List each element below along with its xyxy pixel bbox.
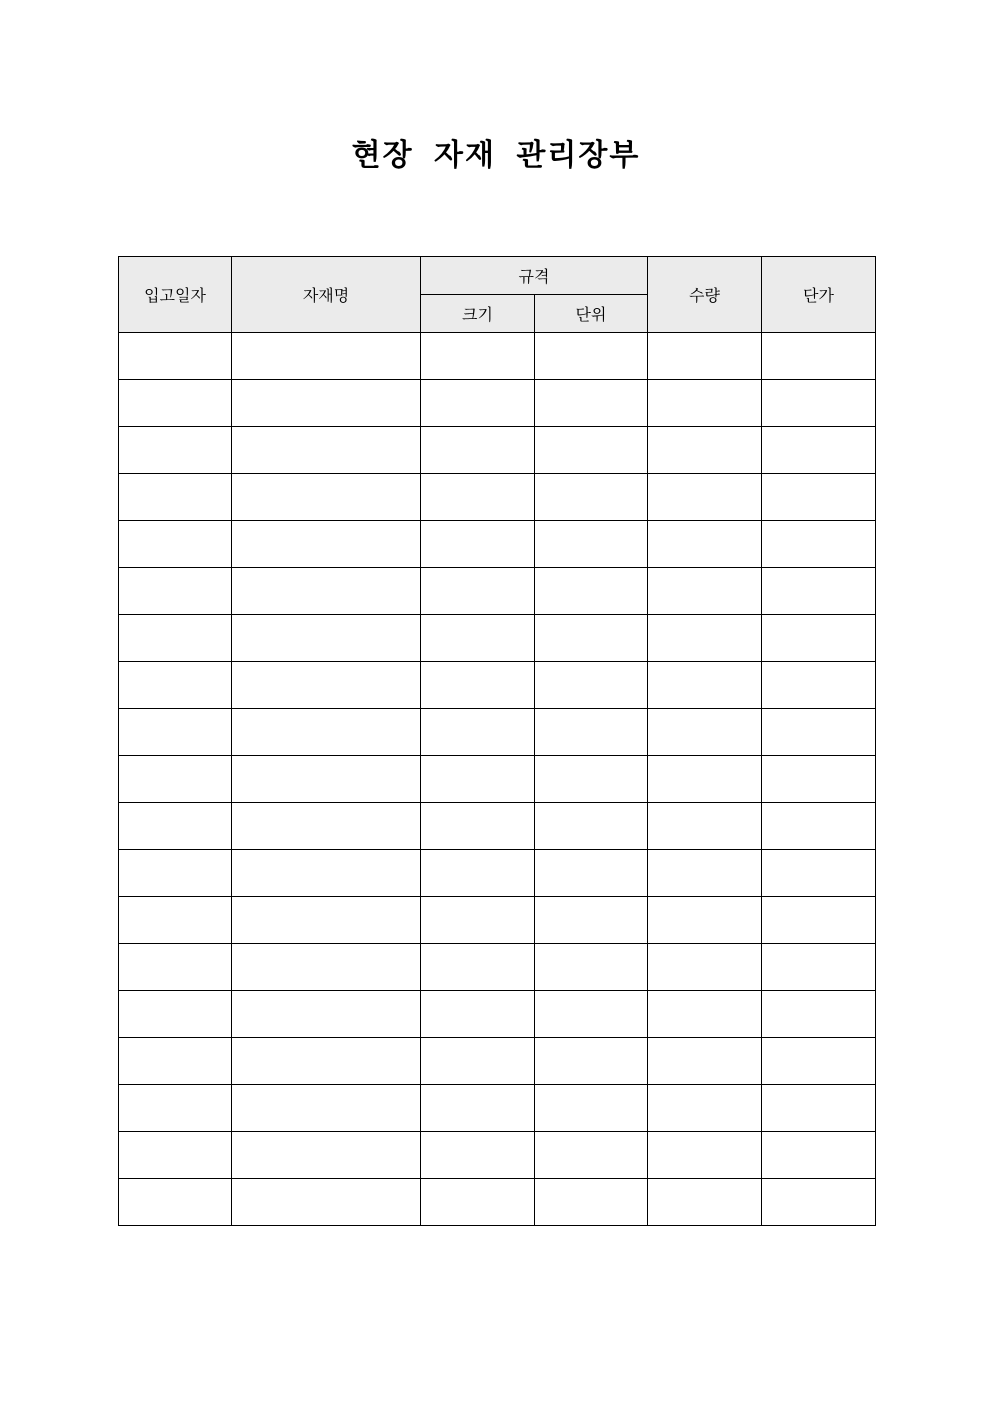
table-row bbox=[119, 756, 876, 803]
date-cell[interactable] bbox=[119, 897, 232, 944]
table-row bbox=[119, 850, 876, 897]
spec-unit-cell[interactable] bbox=[535, 662, 648, 709]
table-row bbox=[119, 897, 876, 944]
material-name-cell[interactable] bbox=[232, 756, 421, 803]
spec-unit-cell[interactable] bbox=[535, 709, 648, 756]
table-row bbox=[119, 427, 876, 474]
material-name-cell[interactable] bbox=[232, 474, 421, 521]
quantity-cell[interactable] bbox=[648, 380, 762, 427]
material-name-cell[interactable] bbox=[232, 662, 421, 709]
spec-unit-cell[interactable] bbox=[535, 803, 648, 850]
material-name-cell[interactable] bbox=[232, 709, 421, 756]
quantity-cell[interactable] bbox=[648, 615, 762, 662]
material-name-cell[interactable] bbox=[232, 1038, 421, 1085]
spec-unit-cell[interactable] bbox=[535, 474, 648, 521]
date-cell[interactable] bbox=[119, 1132, 232, 1179]
spec-unit-cell[interactable] bbox=[535, 568, 648, 615]
quantity-cell[interactable] bbox=[648, 662, 762, 709]
unit-price-cell[interactable] bbox=[762, 333, 876, 380]
quantity-cell[interactable] bbox=[648, 756, 762, 803]
material-name-cell[interactable] bbox=[232, 1132, 421, 1179]
unit-price-cell[interactable] bbox=[762, 756, 876, 803]
spec-size-cell[interactable] bbox=[421, 1132, 535, 1179]
spec-unit-cell[interactable] bbox=[535, 615, 648, 662]
quantity-cell[interactable] bbox=[648, 944, 762, 991]
table-row bbox=[119, 1085, 876, 1132]
material-name-cell[interactable] bbox=[232, 991, 421, 1038]
spec-unit-cell[interactable] bbox=[535, 897, 648, 944]
unit-price-cell[interactable] bbox=[762, 944, 876, 991]
spec-size-cell[interactable] bbox=[421, 709, 535, 756]
unit-price-cell[interactable] bbox=[762, 380, 876, 427]
material-name-cell[interactable] bbox=[232, 568, 421, 615]
date-cell[interactable] bbox=[119, 474, 232, 521]
date-cell[interactable] bbox=[119, 521, 232, 568]
spec-size-cell[interactable] bbox=[421, 897, 535, 944]
date-cell[interactable] bbox=[119, 380, 232, 427]
material-name-cell[interactable] bbox=[232, 897, 421, 944]
table-row bbox=[119, 521, 876, 568]
unit-price-cell[interactable] bbox=[762, 850, 876, 897]
table-header bbox=[119, 257, 876, 333]
unit-price-cell[interactable] bbox=[762, 427, 876, 474]
spec-unit-cell[interactable] bbox=[535, 944, 648, 991]
material-name-cell[interactable] bbox=[232, 333, 421, 380]
spec-unit-cell[interactable] bbox=[535, 1179, 648, 1226]
unit-price-cell[interactable] bbox=[762, 803, 876, 850]
quantity-cell[interactable] bbox=[648, 850, 762, 897]
quantity-cell[interactable] bbox=[648, 1038, 762, 1085]
spec-unit-cell[interactable] bbox=[535, 427, 648, 474]
date-cell[interactable] bbox=[119, 709, 232, 756]
quantity-cell[interactable] bbox=[648, 803, 762, 850]
spec-unit-cell[interactable] bbox=[535, 521, 648, 568]
table-row bbox=[119, 568, 876, 615]
date-cell[interactable] bbox=[119, 991, 232, 1038]
unit-price-cell[interactable] bbox=[762, 897, 876, 944]
table-row bbox=[119, 380, 876, 427]
spec-unit-cell[interactable] bbox=[535, 756, 648, 803]
quantity-cell[interactable] bbox=[648, 333, 762, 380]
header-material-name: 자재명 bbox=[232, 257, 421, 333]
quantity-cell[interactable] bbox=[648, 1179, 762, 1226]
date-cell[interactable] bbox=[119, 662, 232, 709]
table-row bbox=[119, 615, 876, 662]
unit-price-cell[interactable] bbox=[762, 474, 876, 521]
spec-unit-cell[interactable] bbox=[535, 380, 648, 427]
table-row bbox=[119, 709, 876, 756]
spec-size-cell[interactable] bbox=[421, 944, 535, 991]
quantity-cell[interactable] bbox=[648, 1132, 762, 1179]
quantity-cell[interactable] bbox=[648, 709, 762, 756]
header-spec: 규격 bbox=[421, 257, 648, 295]
date-cell[interactable] bbox=[119, 1038, 232, 1085]
page-title: 현장 자재 관리장부 bbox=[351, 138, 641, 173]
spec-size-cell[interactable] bbox=[421, 427, 535, 474]
header-spec-size: 크기 bbox=[421, 295, 535, 333]
material-name-cell[interactable] bbox=[232, 615, 421, 662]
spec-size-cell[interactable] bbox=[421, 521, 535, 568]
date-cell[interactable] bbox=[119, 756, 232, 803]
table-row bbox=[119, 662, 876, 709]
spec-unit-cell[interactable] bbox=[535, 1132, 648, 1179]
date-cell[interactable] bbox=[119, 944, 232, 991]
quantity-cell[interactable] bbox=[648, 427, 762, 474]
unit-price-cell[interactable] bbox=[762, 709, 876, 756]
spec-size-cell[interactable] bbox=[421, 850, 535, 897]
spec-unit-cell[interactable] bbox=[535, 850, 648, 897]
unit-price-cell[interactable] bbox=[762, 568, 876, 615]
quantity-cell[interactable] bbox=[648, 521, 762, 568]
quantity-cell[interactable] bbox=[648, 1085, 762, 1132]
unit-price-cell[interactable] bbox=[762, 1179, 876, 1226]
spec-unit-cell[interactable] bbox=[535, 1038, 648, 1085]
unit-price-cell[interactable] bbox=[762, 521, 876, 568]
table-row bbox=[119, 1132, 876, 1179]
spec-size-cell[interactable] bbox=[421, 568, 535, 615]
spec-size-cell[interactable] bbox=[421, 615, 535, 662]
spec-size-cell[interactable] bbox=[421, 1179, 535, 1226]
unit-price-cell[interactable] bbox=[762, 991, 876, 1038]
spec-size-cell[interactable] bbox=[421, 662, 535, 709]
spec-unit-cell[interactable] bbox=[535, 991, 648, 1038]
spec-size-cell[interactable] bbox=[421, 803, 535, 850]
date-cell[interactable] bbox=[119, 615, 232, 662]
quantity-cell[interactable] bbox=[648, 568, 762, 615]
date-cell[interactable] bbox=[119, 427, 232, 474]
material-name-cell[interactable] bbox=[232, 850, 421, 897]
table-row bbox=[119, 1038, 876, 1085]
unit-price-cell[interactable] bbox=[762, 1132, 876, 1179]
unit-price-cell[interactable] bbox=[762, 662, 876, 709]
material-name-cell[interactable] bbox=[232, 427, 421, 474]
table-row bbox=[119, 944, 876, 991]
material-name-cell[interactable] bbox=[232, 1179, 421, 1226]
date-cell[interactable] bbox=[119, 850, 232, 897]
spec-size-cell[interactable] bbox=[421, 1038, 535, 1085]
header-unit-price: 단가 bbox=[762, 257, 876, 333]
quantity-cell[interactable] bbox=[648, 991, 762, 1038]
unit-price-cell[interactable] bbox=[762, 615, 876, 662]
table-body bbox=[119, 333, 876, 1226]
header-date: 입고일자 bbox=[119, 257, 232, 333]
material-name-cell[interactable] bbox=[232, 803, 421, 850]
table-row bbox=[119, 991, 876, 1038]
material-name-cell[interactable] bbox=[232, 944, 421, 991]
material-name-cell[interactable] bbox=[232, 1085, 421, 1132]
spec-size-cell[interactable] bbox=[421, 991, 535, 1038]
spec-unit-cell[interactable] bbox=[535, 333, 648, 380]
material-name-cell[interactable] bbox=[232, 521, 421, 568]
material-name-cell[interactable] bbox=[232, 380, 421, 427]
unit-price-cell[interactable] bbox=[762, 1085, 876, 1132]
unit-price-cell[interactable] bbox=[762, 1038, 876, 1085]
spec-size-cell[interactable] bbox=[421, 380, 535, 427]
material-ledger-table bbox=[118, 256, 876, 1226]
date-cell[interactable] bbox=[119, 1179, 232, 1226]
quantity-cell[interactable] bbox=[648, 474, 762, 521]
table-row bbox=[119, 333, 876, 380]
date-cell[interactable] bbox=[119, 1085, 232, 1132]
spec-size-cell[interactable] bbox=[421, 1085, 535, 1132]
date-cell[interactable] bbox=[119, 803, 232, 850]
spec-size-cell[interactable] bbox=[421, 756, 535, 803]
header-spec-unit: 단위 bbox=[535, 295, 648, 333]
spec-size-cell[interactable] bbox=[421, 474, 535, 521]
table-row bbox=[119, 803, 876, 850]
quantity-cell[interactable] bbox=[648, 897, 762, 944]
date-cell[interactable] bbox=[119, 568, 232, 615]
table-row bbox=[119, 1179, 876, 1226]
date-cell[interactable] bbox=[119, 333, 232, 380]
spec-size-cell[interactable] bbox=[421, 333, 535, 380]
header-row-top bbox=[119, 257, 876, 295]
table-row bbox=[119, 474, 876, 521]
spec-unit-cell[interactable] bbox=[535, 1085, 648, 1132]
header-quantity: 수량 bbox=[648, 257, 762, 333]
